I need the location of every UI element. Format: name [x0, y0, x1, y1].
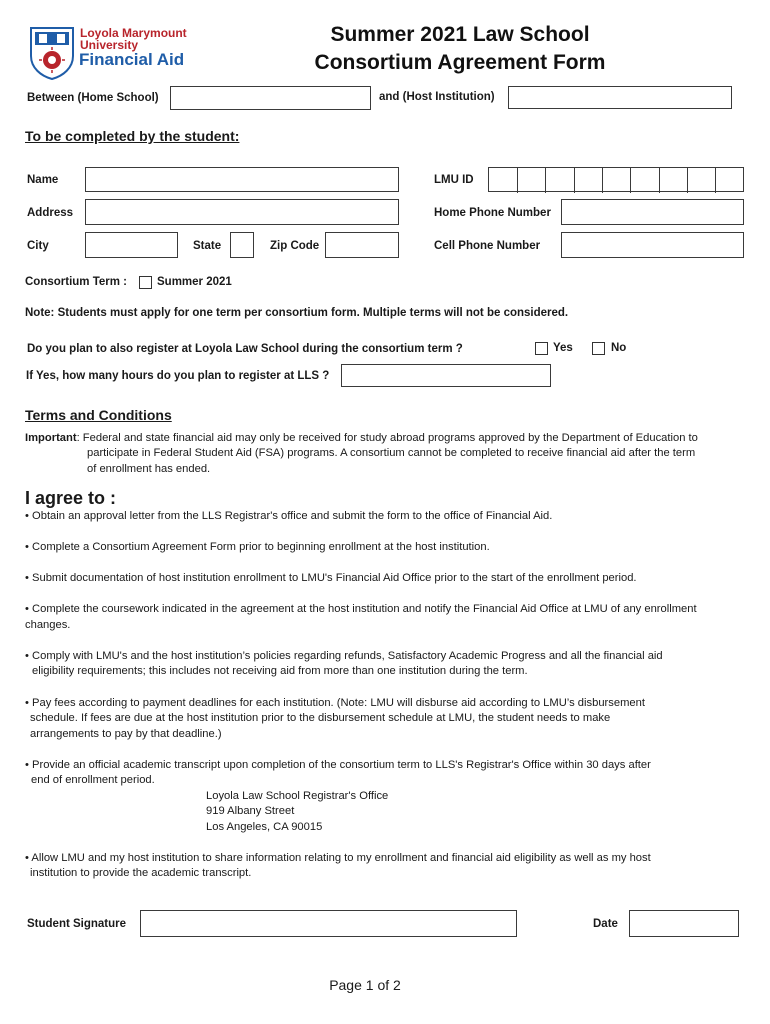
student-signature-label: Student Signature — [27, 918, 127, 930]
summer-2021-option-label: Summer 2021 — [157, 276, 232, 288]
name-label: Name — [27, 174, 59, 186]
lls-register-question: Do you plan to also register at Loyola Law School during the consortium term ? — [27, 343, 463, 355]
lmu-id-cell-divider — [659, 168, 660, 193]
no-label: No — [611, 342, 627, 354]
cell-phone-label: Cell Phone Number — [434, 240, 541, 252]
home-phone-label: Home Phone Number — [434, 207, 551, 219]
no-checkbox[interactable] — [592, 342, 605, 355]
host-institution-label: and (Host Institution) — [379, 91, 495, 103]
agree-item-6-line3: arrangements to pay by that deadline.) — [30, 728, 222, 740]
important-notice — [25, 431, 698, 447]
logo-text-line1: Loyola Marymount — [80, 26, 187, 40]
lmu-id-cell-divider — [715, 168, 716, 193]
registrar-address-line2: 919 Albany Street — [206, 805, 295, 817]
student-signature-input[interactable] — [140, 910, 517, 937]
page-title-line1: Summer 2021 Law School — [330, 23, 590, 46]
cell-phone-input[interactable] — [561, 232, 744, 258]
page-title-line2: Consortium Agreement Form — [314, 51, 606, 74]
yes-label: Yes — [553, 342, 573, 354]
lls-hours-input[interactable] — [341, 364, 551, 387]
city-label: City — [27, 240, 49, 252]
agree-item-4-line1: • Complete the coursework indicated in the agreement at the host institution and notify the Financial Aid Office at LMU of any enrollment — [25, 603, 697, 615]
agree-item-6-line1: • Pay fees according to payment deadlines for each institution. (Note: LMU will disburse aid according to LMU’s disbursement — [25, 697, 645, 709]
name-input[interactable] — [85, 167, 399, 192]
yes-checkbox[interactable] — [535, 342, 548, 355]
lmu-id-cell-divider — [517, 168, 518, 193]
summer-2021-checkbox[interactable] — [139, 276, 152, 289]
agree-item-6-line2: schedule. If fees are due at the host institution prior to the disbursement schedule at LMU, the student needs to make — [30, 712, 611, 724]
lmu-id-label: LMU ID — [434, 174, 474, 186]
lmu-id-cell-divider — [630, 168, 631, 193]
agree-item-5-line2: eligibility requirements; this includes not receiving aid from more than one institution during the term. — [32, 665, 528, 677]
registrar-address-line1: Loyola Law School Registrar's Office — [206, 790, 389, 802]
agree-item-1: • Obtain an approval letter from the LLS Registrar's office and submit the form to the office of Financial Aid. — [25, 510, 553, 522]
agree-item-8-line2: institution to provide the academic transcript. — [30, 867, 252, 879]
agree-item-7-line2: end of enrollment period. — [31, 774, 155, 786]
home-phone-input[interactable] — [561, 199, 744, 225]
page-number: Page 1 of 2 — [329, 977, 401, 993]
lmu-id-cell-divider — [574, 168, 575, 193]
agree-item-3: • Submit documentation of host institution enrollment to LMU's Financial Aid Office prior to the start of the enrollment period. — [25, 572, 637, 584]
important-text-line2: participate in Federal Student Aid (FSA) programs. A consortium cannot be completed to receive financial aid after the term — [87, 447, 696, 459]
lmu-shield-logo — [29, 26, 75, 80]
host-institution-input[interactable] — [508, 86, 732, 109]
zip-code-input[interactable] — [325, 232, 399, 258]
state-input[interactable] — [230, 232, 254, 258]
home-school-input[interactable] — [170, 86, 371, 110]
address-label: Address — [27, 207, 74, 219]
date-label: Date — [593, 918, 618, 930]
state-label: State — [193, 240, 222, 252]
agree-item-2: • Complete a Consortium Agreement Form prior to beginning enrollment at the host institution. — [25, 541, 490, 553]
agree-item-8-line1: • Allow LMU and my host institution to share information relating to my enrollment and financial aid eligibility as well as my host — [25, 852, 651, 864]
agree-heading: I agree to : — [25, 488, 117, 508]
terms-heading: Terms and Conditions — [25, 407, 172, 423]
agree-item-5-line1: • Comply with LMU's and the host institution’s policies regarding refunds, Satisfactory Academic Progress and all the financial aid — [25, 650, 663, 662]
zip-code-label: Zip Code — [270, 240, 320, 252]
one-term-note: Note: Students must apply for one term per consortium form. Multiple terms will not be considered. — [25, 307, 569, 319]
date-input[interactable] — [629, 910, 739, 937]
home-school-label: Between (Home School) — [27, 92, 159, 104]
lmu-id-cell-divider — [602, 168, 603, 193]
lmu-id-cell-divider — [545, 168, 546, 193]
important-label: Important — [25, 432, 77, 444]
address-input[interactable] — [85, 199, 399, 225]
logo-text-line2: University — [80, 38, 139, 52]
important-text-line1: : Federal and state financial aid may only be received for study abroad programs approved by the Department of Education to — [76, 432, 698, 444]
lls-hours-question: If Yes, how many hours do you plan to register at LLS ? — [26, 370, 330, 382]
agree-item-7-line1: • Provide an official academic transcript upon completion of the consortium term to LLS's Registrar's Office within 30 days after — [25, 759, 651, 771]
registrar-address-line3: Los Angeles, CA 90015 — [206, 821, 323, 833]
lmu-id-cell-divider — [687, 168, 688, 193]
student-section-heading: To be completed by the student: — [25, 128, 240, 144]
city-input[interactable] — [85, 232, 178, 258]
consortium-term-label: Consortium Term : — [25, 276, 128, 288]
lmu-id-input[interactable] — [488, 167, 744, 192]
logo-text-financial-aid: Financial Aid — [79, 50, 185, 69]
important-text-line3: of enrollment has ended. — [87, 463, 211, 475]
agree-item-4-line2: changes. — [25, 619, 71, 631]
